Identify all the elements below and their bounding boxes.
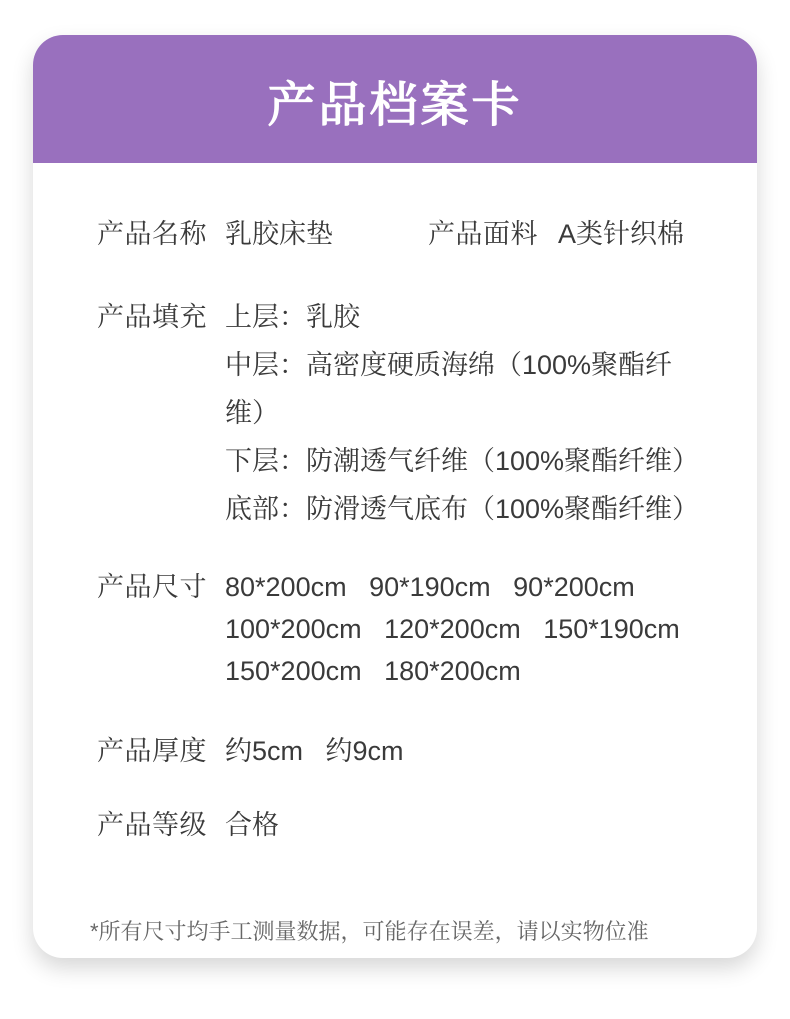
product-fabric-value: A类针织棉 bbox=[558, 219, 685, 249]
product-grade-label: 产品等级 bbox=[97, 810, 207, 840]
card-body bbox=[33, 163, 757, 947]
row-product-grade bbox=[97, 810, 693, 840]
fill-line-bottom: 底部：防滑透气底布（100%聚酯纤维） bbox=[225, 494, 700, 524]
product-sizes-label: 产品尺寸 bbox=[97, 572, 207, 602]
fill-line-middle: 中层：高密度硬质海绵（100%聚酯纤维） bbox=[225, 350, 673, 428]
product-name-value: 乳胶床垫 bbox=[225, 219, 333, 249]
product-name-label: 产品名称 bbox=[97, 219, 207, 249]
product-fill-lines bbox=[225, 293, 700, 533]
product-fabric-label: 产品面料 bbox=[428, 219, 538, 249]
measurement-disclaimer: *所有尺寸均手工测量数据，可能存在误差，请以实物位准 bbox=[90, 919, 649, 944]
fill-line-top: 上层：乳胶 bbox=[225, 302, 360, 332]
row-name-fabric bbox=[97, 219, 693, 249]
product-info-card bbox=[33, 35, 757, 958]
product-thickness-value: 约5cm 约9cm bbox=[225, 736, 404, 766]
row-product-thickness bbox=[97, 736, 693, 766]
fill-line-lower: 下层：防潮透气纤维（100%聚酯纤维） bbox=[225, 446, 700, 476]
card-title: 产品档案卡 bbox=[267, 79, 523, 132]
row-product-fill bbox=[97, 293, 700, 533]
product-fill-label: 产品填充 bbox=[97, 302, 207, 332]
product-grade-value: 合格 bbox=[225, 810, 279, 840]
product-thickness-label: 产品厚度 bbox=[97, 736, 207, 766]
card-header bbox=[33, 35, 757, 163]
sizes-line-3: 150*200cm 180*200cm bbox=[225, 656, 521, 686]
sizes-line-1: 80*200cm 90*190cm 90*200cm bbox=[225, 572, 635, 602]
sizes-line-2: 100*200cm 120*200cm 150*190cm bbox=[225, 614, 680, 644]
row-product-sizes bbox=[97, 566, 693, 692]
product-sizes-lines bbox=[225, 566, 680, 692]
